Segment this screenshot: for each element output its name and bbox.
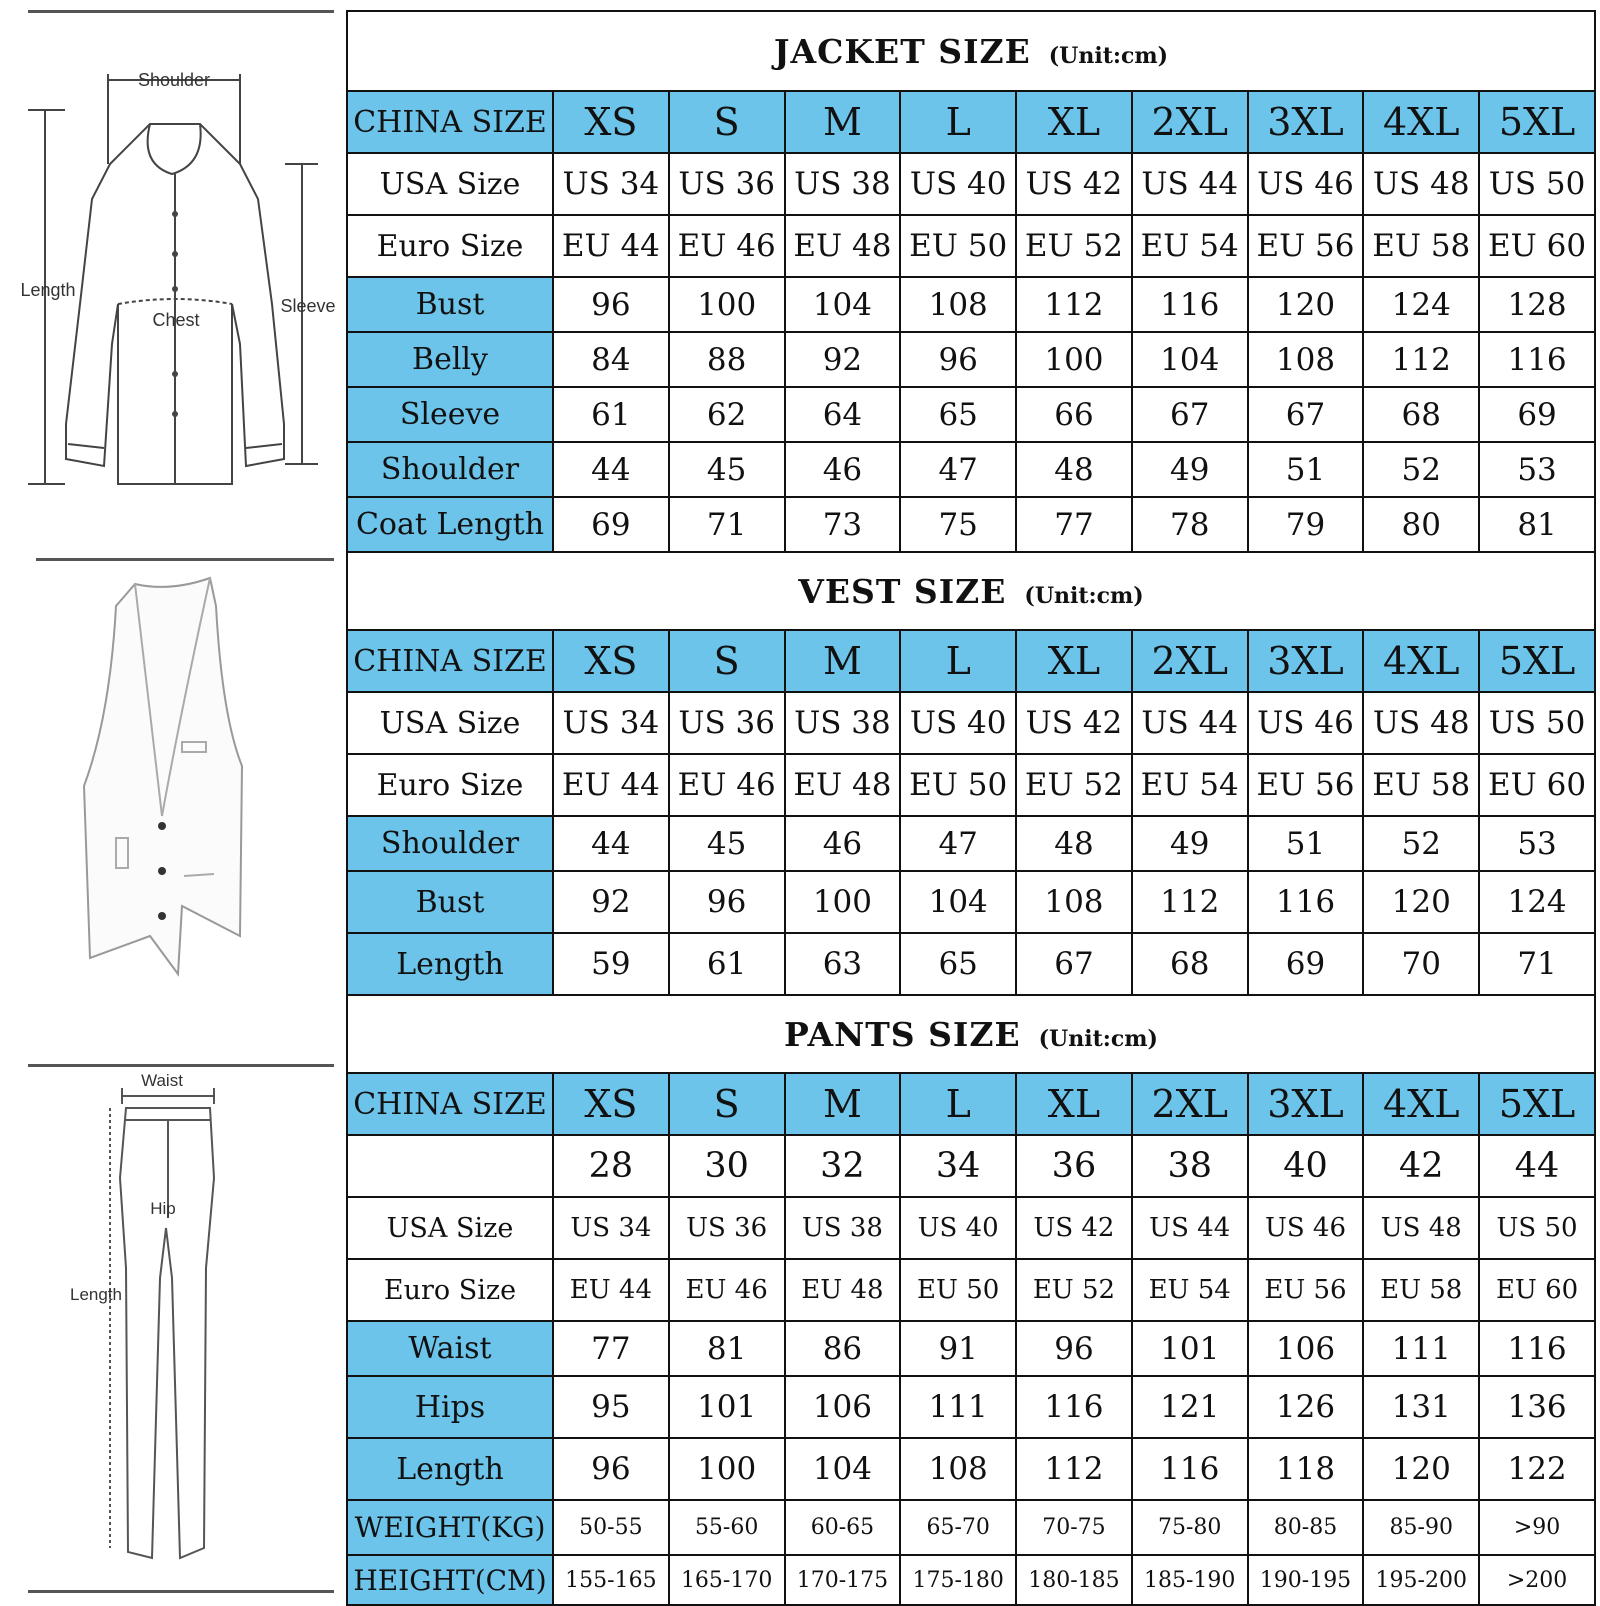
table-cell: 108 — [1248, 332, 1364, 387]
row-label: USA Size — [347, 153, 553, 215]
size-cell: M — [785, 91, 901, 153]
table-cell: 59 — [553, 933, 669, 995]
row-label: USA Size — [347, 692, 553, 754]
hip-label: Hip — [150, 1199, 176, 1218]
table-cell: 96 — [553, 277, 669, 332]
size-cell: L — [900, 1073, 1016, 1135]
table-cell: 34 — [900, 1135, 1016, 1197]
table-cell: EU 44 — [553, 215, 669, 277]
table-row — [347, 387, 1595, 442]
table-cell: 100 — [785, 871, 901, 933]
table-cell: EU 46 — [669, 754, 785, 816]
row-label: USA Size — [347, 1197, 553, 1259]
size-cell: XL — [1016, 91, 1132, 153]
row-label: Length — [347, 1438, 553, 1500]
table-cell: 40 — [1248, 1135, 1364, 1197]
row-label — [347, 1135, 553, 1197]
table-cell: 48 — [1016, 816, 1132, 871]
table-cell: 53 — [1479, 442, 1595, 497]
table-cell: 63 — [785, 933, 901, 995]
table-cell: 86 — [785, 1321, 901, 1376]
table-cell: 52 — [1363, 816, 1479, 871]
table-cell: EU 46 — [669, 215, 785, 277]
vest-unit: (Unit:cm) — [1024, 582, 1144, 609]
table-cell: 185-190 — [1132, 1555, 1248, 1605]
row-label: Sleeve — [347, 387, 553, 442]
table-cell: 67 — [1132, 387, 1248, 442]
size-cell: 3XL — [1248, 91, 1364, 153]
table-row — [347, 1197, 1595, 1259]
size-cell: XL — [1016, 1073, 1132, 1135]
table-cell: 47 — [900, 442, 1016, 497]
size-cell: XS — [553, 630, 669, 692]
vest-title: VEST SIZE — [798, 571, 1007, 611]
table-cell: 45 — [669, 442, 785, 497]
size-cell: L — [900, 630, 1016, 692]
table-row — [347, 153, 1595, 215]
table-cell: 100 — [669, 1438, 785, 1500]
table-cell: 136 — [1479, 1376, 1595, 1438]
size-cell: 2XL — [1132, 1073, 1248, 1135]
table-cell: US 42 — [1016, 153, 1132, 215]
chest-label: Chest — [152, 310, 200, 330]
row-label: Waist — [347, 1321, 553, 1376]
table-cell: 104 — [785, 277, 901, 332]
table-cell: 116 — [1132, 1438, 1248, 1500]
table-cell: 104 — [900, 871, 1016, 933]
table-cell: EU 54 — [1132, 215, 1248, 277]
table-cell: 70 — [1363, 933, 1479, 995]
table-cell: 112 — [1363, 332, 1479, 387]
table-cell: 75-80 — [1132, 1500, 1248, 1555]
table-cell: 116 — [1248, 871, 1364, 933]
table-cell: 100 — [669, 277, 785, 332]
table-cell: US 50 — [1479, 1197, 1595, 1259]
pants-illustration — [0, 1068, 340, 1598]
table-cell: US 34 — [553, 1197, 669, 1259]
section-title-row — [347, 11, 1595, 91]
table-cell: EU 48 — [785, 215, 901, 277]
table-cell: 81 — [1479, 497, 1595, 552]
table-row — [347, 754, 1595, 816]
table-cell: EU 60 — [1479, 1259, 1595, 1321]
size-cell: 4XL — [1363, 630, 1479, 692]
table-cell: 122 — [1479, 1438, 1595, 1500]
table-cell: 124 — [1479, 871, 1595, 933]
table-cell: EU 52 — [1016, 215, 1132, 277]
table-cell: 66 — [1016, 387, 1132, 442]
size-header-row — [347, 1073, 1595, 1135]
table-cell: 118 — [1248, 1438, 1364, 1500]
table-cell: 88 — [669, 332, 785, 387]
table-cell: 101 — [1132, 1321, 1248, 1376]
row-label: Shoulder — [347, 442, 553, 497]
table-cell: EU 48 — [785, 1259, 901, 1321]
table-row — [347, 497, 1595, 552]
row-label: Euro Size — [347, 1259, 553, 1321]
table-cell: >90 — [1479, 1500, 1595, 1555]
china-size-label: CHINA SIZE — [347, 91, 553, 153]
size-table — [346, 10, 1596, 1606]
table-cell: 124 — [1363, 277, 1479, 332]
table-cell: 78 — [1132, 497, 1248, 552]
table-cell: 91 — [900, 1321, 1016, 1376]
row-label: Bust — [347, 871, 553, 933]
table-cell: 55-60 — [669, 1500, 785, 1555]
table-cell: US 46 — [1248, 1197, 1364, 1259]
table-cell: >200 — [1479, 1555, 1595, 1605]
table-cell: 53 — [1479, 816, 1595, 871]
table-cell: EU 56 — [1248, 754, 1364, 816]
table-cell: US 40 — [900, 692, 1016, 754]
table-cell: 44 — [553, 442, 669, 497]
table-cell: 84 — [553, 332, 669, 387]
table-row — [347, 277, 1595, 332]
table-cell: 116 — [1132, 277, 1248, 332]
table-cell: 92 — [553, 871, 669, 933]
table-cell: 30 — [669, 1135, 785, 1197]
table-cell: 68 — [1132, 933, 1248, 995]
size-cell: 2XL — [1132, 630, 1248, 692]
table-cell: EU 50 — [900, 1259, 1016, 1321]
size-cell: L — [900, 91, 1016, 153]
table-cell: US 48 — [1363, 692, 1479, 754]
table-cell: 104 — [785, 1438, 901, 1500]
table-cell: EU 54 — [1132, 1259, 1248, 1321]
table-cell: 70-75 — [1016, 1500, 1132, 1555]
table-cell: US 36 — [669, 692, 785, 754]
table-cell: 126 — [1248, 1376, 1364, 1438]
table-cell: 67 — [1248, 387, 1364, 442]
table-cell: 64 — [785, 387, 901, 442]
table-cell: 175-180 — [900, 1555, 1016, 1605]
table-cell: 77 — [1016, 497, 1132, 552]
table-cell: EU 56 — [1248, 1259, 1364, 1321]
size-cell: M — [785, 1073, 901, 1135]
table-cell: US 38 — [785, 1197, 901, 1259]
table-cell: US 34 — [553, 153, 669, 215]
table-cell: 111 — [1363, 1321, 1479, 1376]
table-cell: 96 — [553, 1438, 669, 1500]
table-cell: 67 — [1016, 933, 1132, 995]
table-cell: 96 — [900, 332, 1016, 387]
table-cell: 32 — [785, 1135, 901, 1197]
row-label: Length — [347, 933, 553, 995]
table-row — [347, 816, 1595, 871]
size-cell: XS — [553, 91, 669, 153]
table-cell: 52 — [1363, 442, 1479, 497]
table-row — [347, 1259, 1595, 1321]
table-cell: US 34 — [553, 692, 669, 754]
row-label: Coat Length — [347, 497, 553, 552]
table-cell: US 46 — [1248, 692, 1364, 754]
size-cell: 3XL — [1248, 630, 1364, 692]
waist-label: Waist — [141, 1071, 183, 1090]
table-cell: 75 — [900, 497, 1016, 552]
table-row — [347, 215, 1595, 277]
table-row — [347, 1555, 1595, 1605]
size-chart — [346, 10, 1596, 1606]
china-size-label: CHINA SIZE — [347, 630, 553, 692]
table-cell: 85-90 — [1363, 1500, 1479, 1555]
table-cell: EU 58 — [1363, 215, 1479, 277]
table-cell: 106 — [785, 1376, 901, 1438]
table-cell: US 40 — [900, 153, 1016, 215]
table-cell: EU 58 — [1363, 754, 1479, 816]
jacket-unit: (Unit:cm) — [1048, 42, 1169, 69]
table-cell: EU 48 — [785, 754, 901, 816]
separator — [28, 10, 334, 13]
table-cell: 131 — [1363, 1376, 1479, 1438]
row-label: Shoulder — [347, 816, 553, 871]
table-cell: 190-195 — [1248, 1555, 1364, 1605]
row-label: Hips — [347, 1376, 553, 1438]
pants-title: PANTS SIZE — [784, 1014, 1021, 1054]
table-cell: 112 — [1016, 277, 1132, 332]
table-cell: EU 58 — [1363, 1259, 1479, 1321]
table-cell: 116 — [1479, 332, 1595, 387]
size-cell: S — [669, 1073, 785, 1135]
table-cell: EU 44 — [553, 754, 669, 816]
row-label: Bust — [347, 277, 553, 332]
jacket-illustration — [0, 14, 340, 534]
table-cell: 120 — [1248, 277, 1364, 332]
table-cell: 108 — [900, 1438, 1016, 1500]
table-cell: EU 52 — [1016, 754, 1132, 816]
table-cell: US 50 — [1479, 692, 1595, 754]
size-cell: 5XL — [1479, 1073, 1595, 1135]
table-cell: 101 — [669, 1376, 785, 1438]
table-row — [347, 933, 1595, 995]
table-cell: EU 54 — [1132, 754, 1248, 816]
table-cell: 61 — [669, 933, 785, 995]
table-cell: 73 — [785, 497, 901, 552]
table-cell: 104 — [1132, 332, 1248, 387]
table-cell: 46 — [785, 442, 901, 497]
table-cell: US 40 — [900, 1197, 1016, 1259]
table-cell: 44 — [553, 816, 669, 871]
table-row — [347, 871, 1595, 933]
row-label: Euro Size — [347, 754, 553, 816]
separator — [28, 1064, 334, 1067]
table-cell: US 44 — [1132, 153, 1248, 215]
table-cell: US 48 — [1363, 153, 1479, 215]
table-cell: 68 — [1363, 387, 1479, 442]
table-cell: 69 — [553, 497, 669, 552]
table-cell: 170-175 — [785, 1555, 901, 1605]
table-cell: 69 — [1479, 387, 1595, 442]
table-cell: 96 — [669, 871, 785, 933]
table-cell: 69 — [1248, 933, 1364, 995]
size-cell: XL — [1016, 630, 1132, 692]
table-cell: 51 — [1248, 442, 1364, 497]
table-cell: EU 50 — [900, 754, 1016, 816]
size-cell: S — [669, 91, 785, 153]
separator — [36, 558, 334, 561]
table-cell: US 48 — [1363, 1197, 1479, 1259]
table-row — [347, 1500, 1595, 1555]
table-cell: 42 — [1363, 1135, 1479, 1197]
table-cell: 49 — [1132, 442, 1248, 497]
length-label: Length — [20, 280, 76, 300]
table-cell: 100 — [1016, 332, 1132, 387]
table-row — [347, 692, 1595, 754]
size-cell: M — [785, 630, 901, 692]
size-cell: 3XL — [1248, 1073, 1364, 1135]
table-cell: 96 — [1016, 1321, 1132, 1376]
table-cell: US 38 — [785, 692, 901, 754]
table-cell: 79 — [1248, 497, 1364, 552]
table-cell: 116 — [1016, 1376, 1132, 1438]
table-cell: 44 — [1479, 1135, 1595, 1197]
table-cell: US 36 — [669, 1197, 785, 1259]
table-cell: 108 — [1016, 871, 1132, 933]
table-cell: 51 — [1248, 816, 1364, 871]
row-label: WEIGHT(KG) — [347, 1500, 553, 1555]
table-row — [347, 332, 1595, 387]
table-cell: 108 — [900, 277, 1016, 332]
table-cell: 50-55 — [553, 1500, 669, 1555]
table-cell: 28 — [553, 1135, 669, 1197]
table-cell: 92 — [785, 332, 901, 387]
china-size-label: CHINA SIZE — [347, 1073, 553, 1135]
table-cell: US 50 — [1479, 153, 1595, 215]
table-cell: 180-185 — [1016, 1555, 1132, 1605]
table-cell: US 36 — [669, 153, 785, 215]
table-cell: 195-200 — [1363, 1555, 1479, 1605]
table-cell: 106 — [1248, 1321, 1364, 1376]
table-cell: 116 — [1479, 1321, 1595, 1376]
table-cell: 80 — [1363, 497, 1479, 552]
table-cell: 71 — [1479, 933, 1595, 995]
table-cell: US 42 — [1016, 1197, 1132, 1259]
table-cell: 165-170 — [669, 1555, 785, 1605]
table-cell: 60-65 — [785, 1500, 901, 1555]
table-row — [347, 1376, 1595, 1438]
table-cell: EU 60 — [1479, 215, 1595, 277]
size-header-row — [347, 630, 1595, 692]
section-title-row — [347, 995, 1595, 1073]
size-cell: S — [669, 630, 785, 692]
table-row — [347, 1135, 1595, 1197]
table-cell: 111 — [900, 1376, 1016, 1438]
table-cell: 95 — [553, 1376, 669, 1438]
table-cell: 112 — [1016, 1438, 1132, 1500]
table-cell: 65 — [900, 387, 1016, 442]
table-cell: 112 — [1132, 871, 1248, 933]
table-cell: EU 60 — [1479, 754, 1595, 816]
table-cell: US 44 — [1132, 692, 1248, 754]
vest-illustration — [0, 566, 340, 1036]
size-cell: 5XL — [1479, 91, 1595, 153]
table-cell: 38 — [1132, 1135, 1248, 1197]
table-cell: 80-85 — [1248, 1500, 1364, 1555]
table-cell: 65 — [900, 933, 1016, 995]
table-cell: 120 — [1363, 871, 1479, 933]
table-cell: EU 50 — [900, 215, 1016, 277]
length-label: Length — [70, 1285, 122, 1304]
table-cell: 121 — [1132, 1376, 1248, 1438]
table-cell: 77 — [553, 1321, 669, 1376]
size-cell: 4XL — [1363, 1073, 1479, 1135]
row-label: Belly — [347, 332, 553, 387]
size-cell: 2XL — [1132, 91, 1248, 153]
table-cell: 65-70 — [900, 1500, 1016, 1555]
table-cell: US 44 — [1132, 1197, 1248, 1259]
table-cell: 128 — [1479, 277, 1595, 332]
table-cell: US 42 — [1016, 692, 1132, 754]
shoulder-label: Shoulder — [137, 70, 211, 90]
table-cell: 46 — [785, 816, 901, 871]
table-cell: 36 — [1016, 1135, 1132, 1197]
table-cell: EU 44 — [553, 1259, 669, 1321]
table-cell: 45 — [669, 816, 785, 871]
pants-unit: (Unit:cm) — [1038, 1025, 1158, 1052]
jacket-title: JACKET SIZE — [773, 31, 1031, 71]
separator — [28, 1590, 334, 1593]
sleeve-label: Sleeve — [280, 296, 336, 316]
table-cell: 155-165 — [553, 1555, 669, 1605]
table-cell: US 38 — [785, 153, 901, 215]
section-title-row — [347, 552, 1595, 630]
table-cell: 49 — [1132, 816, 1248, 871]
table-row — [347, 1438, 1595, 1500]
table-cell: 71 — [669, 497, 785, 552]
table-cell: EU 52 — [1016, 1259, 1132, 1321]
table-cell: EU 46 — [669, 1259, 785, 1321]
size-cell: XS — [553, 1073, 669, 1135]
size-cell: 4XL — [1363, 91, 1479, 153]
row-label: HEIGHT(CM) — [347, 1555, 553, 1605]
size-header-row — [347, 91, 1595, 153]
table-cell: 48 — [1016, 442, 1132, 497]
table-row — [347, 442, 1595, 497]
table-cell: EU 56 — [1248, 215, 1364, 277]
table-cell: 120 — [1363, 1438, 1479, 1500]
table-cell: 62 — [669, 387, 785, 442]
table-cell: 61 — [553, 387, 669, 442]
table-row — [347, 1321, 1595, 1376]
row-label: Euro Size — [347, 215, 553, 277]
table-cell: 81 — [669, 1321, 785, 1376]
table-cell: 47 — [900, 816, 1016, 871]
table-cell: US 46 — [1248, 153, 1364, 215]
size-cell: 5XL — [1479, 630, 1595, 692]
